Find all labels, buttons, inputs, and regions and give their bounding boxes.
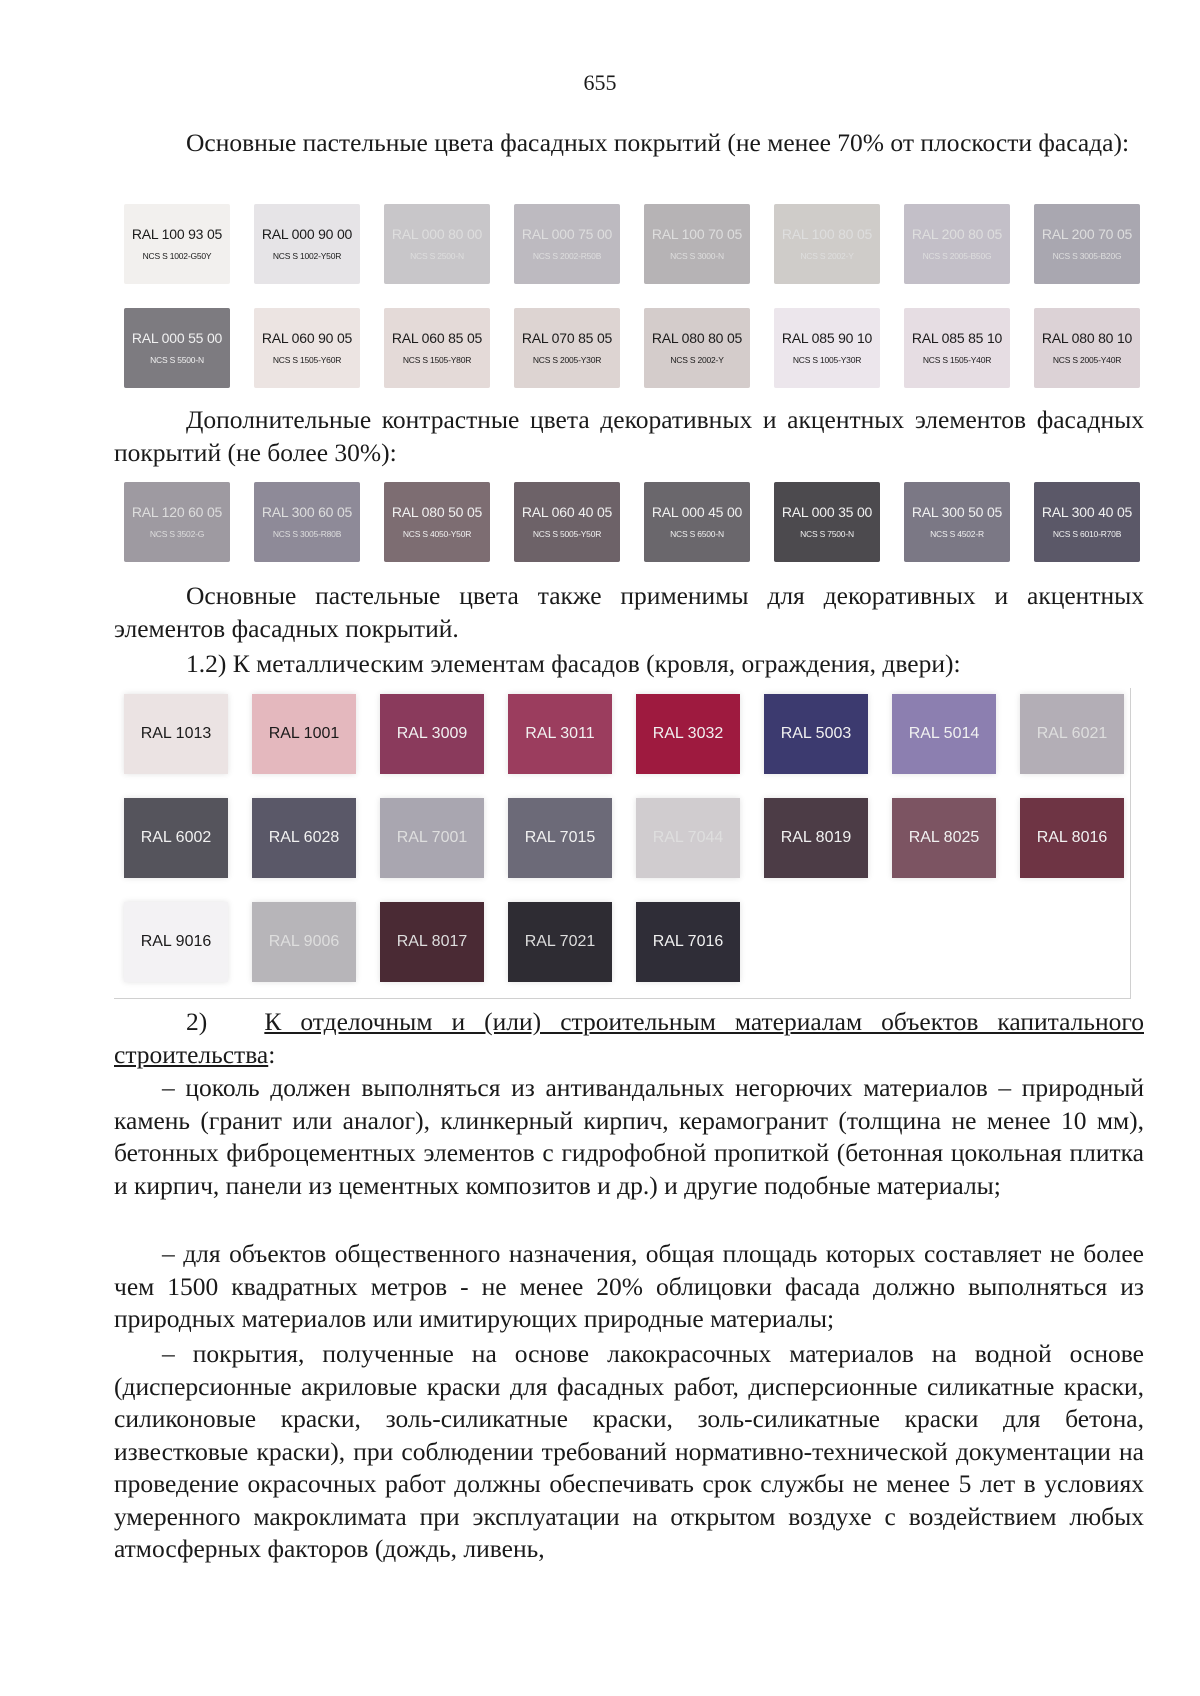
ral-code: RAL 300 40 05: [1041, 504, 1133, 520]
ral-code: RAL 120 60 05: [131, 504, 223, 520]
ral-code: RAL 300 60 05: [261, 504, 353, 520]
metal-color-swatch: RAL 6021: [1020, 694, 1124, 774]
ncs-code: NCS S 1505-Y40R: [922, 355, 992, 365]
color-swatch: [904, 482, 1010, 562]
color-swatch: [644, 482, 750, 562]
metal-color-swatch: RAL 1013: [124, 694, 228, 774]
metal-color-swatch: RAL 3032: [636, 694, 740, 774]
metal-color-swatch: RAL 9016: [124, 902, 228, 982]
ncs-code: NCS S 1002-Y50R: [272, 251, 342, 261]
metal-color-swatch: RAL 8017: [380, 902, 484, 982]
color-swatch: [514, 308, 620, 388]
ral-code: RAL 000 55 00: [131, 330, 223, 346]
ral-code: RAL 200 80 05: [911, 226, 1003, 242]
ral-code: RAL 060 85 05: [391, 330, 483, 346]
color-swatch: [384, 308, 490, 388]
ncs-code: NCS S 3502-G: [149, 529, 205, 539]
ncs-code: NCS S 6500-N: [670, 529, 724, 539]
ncs-code: NCS S 2500-N: [410, 251, 464, 261]
color-swatch: [514, 482, 620, 562]
ral-code: RAL 080 80 10: [1041, 330, 1133, 346]
pastel-note-paragraph: Основные пастельные цвета также применимы для декоративных и акцентных элементов фасадных покрытий.: [114, 581, 1144, 643]
metal-color-swatch: RAL 7044: [636, 798, 740, 878]
ral-code: RAL 080 50 05: [391, 504, 483, 520]
metal-color-swatch: RAL 3009: [380, 694, 484, 774]
color-swatch: [1034, 482, 1140, 562]
pastel-intro-paragraph: Основные пастельные цвета фасадных покрытий (не менее 70% от плоскости фасада):: [186, 128, 1130, 157]
section-2-heading: 2) К отделочным и (или) строительным материалам объектов капитального строительства:: [114, 1007, 1144, 1069]
metal-color-swatch: RAL 7021: [508, 902, 612, 982]
color-swatch: [1034, 204, 1140, 284]
ncs-code: NCS S 5500-N: [150, 355, 204, 365]
color-swatch: [774, 482, 880, 562]
color-swatch: [254, 482, 360, 562]
ncs-code: NCS S 3005-B20G: [1052, 251, 1122, 261]
metal-color-swatch: RAL 7001: [380, 798, 484, 878]
ral-code: RAL 100 70 05: [651, 226, 743, 242]
color-swatch: [774, 204, 880, 284]
ral-code: RAL 060 90 05: [261, 330, 353, 346]
metal-color-swatch: RAL 6028: [252, 798, 356, 878]
ral-code: RAL 000 75 00: [521, 226, 613, 242]
metal-color-swatch: RAL 3011: [508, 694, 612, 774]
contrast-intro-paragraph: Дополнительные контрастные цвета декоративных и акцентных элементов фасадных покрытий (не более 30%):: [114, 405, 1144, 467]
ncs-code: NCS S 4502-R: [930, 529, 984, 539]
metal-color-swatch: RAL 8019: [764, 798, 868, 878]
color-swatch: [254, 204, 360, 284]
metal-color-swatch: RAL 8016: [1020, 798, 1124, 878]
page-number: 655: [583, 70, 617, 95]
ncs-code: NCS S 1505-Y60R: [272, 355, 342, 365]
ncs-code: NCS S 3005-R80B: [272, 529, 342, 539]
color-swatch: [124, 482, 230, 562]
ncs-code: NCS S 4050-Y50R: [402, 529, 472, 539]
ral-code: RAL 000 80 00: [391, 226, 483, 242]
ral-code: RAL 300 50 05: [911, 504, 1003, 520]
ral-code: RAL 200 70 05: [1041, 226, 1133, 242]
ncs-code: NCS S 6010-R70B: [1052, 529, 1122, 539]
section-2-title: К отделочным и (или) строительным материалам объектов капитального строительства: [114, 1007, 1144, 1069]
color-swatch: [254, 308, 360, 388]
ral-code: RAL 070 85 05: [521, 330, 613, 346]
ncs-code: NCS S 2005-B50G: [922, 251, 992, 261]
ncs-code: NCS S 1002-G50Y: [142, 251, 212, 261]
metal-color-swatch: RAL 5003: [764, 694, 868, 774]
color-swatch: [904, 204, 1010, 284]
ncs-code: NCS S 1505-Y80R: [402, 355, 472, 365]
metal-color-swatch: RAL 7016: [636, 902, 740, 982]
metal-color-swatch: RAL 7015: [508, 798, 612, 878]
color-swatch: [904, 308, 1010, 388]
ncs-code: NCS S 2005-Y30R: [532, 355, 602, 365]
ncs-code: NCS S 2005-Y40R: [1052, 355, 1122, 365]
metal-heading: 1.2) К металлическим элементам фасадов (кровля, ограждения, двери):: [186, 649, 961, 678]
metal-color-swatch: RAL 6002: [124, 798, 228, 878]
ncs-code: NCS S 5005-Y50R: [532, 529, 602, 539]
bullet-item: – покрытия, полученные на основе лакокрасочных материалов на водной основе (дисперсионные акриловые краски для фасадных работ, дисперсионные силикатные краски, силиконовые краски, золь-силикатные краски, золь-силикатные краски для бетона, известковые краски), при соблюдении требований нормативно-технической документации на проведение окрасочных работ должны обеспечивать срок службы не менее 5 лет в условиях умеренного макроклимата при эксплуатации на открытом воздухе с воздействием любых атмосферных факторов (дождь, ливень,: [114, 1339, 1144, 1563]
ral-code: RAL 085 90 10: [781, 330, 873, 346]
ral-code: RAL 080 80 05: [651, 330, 743, 346]
ral-code: RAL 085 85 10: [911, 330, 1003, 346]
metal-color-swatch: RAL 5014: [892, 694, 996, 774]
color-swatch: [384, 482, 490, 562]
color-swatch: [644, 204, 750, 284]
ral-code: RAL 000 90 00: [261, 226, 353, 242]
color-swatch: [124, 308, 230, 388]
color-swatch: [124, 204, 230, 284]
ncs-code: NCS S 7500-N: [800, 529, 854, 539]
color-swatch: [644, 308, 750, 388]
ral-code: RAL 060 40 05: [521, 504, 613, 520]
ral-code: RAL 100 93 05: [131, 226, 223, 242]
ncs-code: NCS S 2002-R50B: [532, 251, 602, 261]
metal-color-swatch: RAL 8025: [892, 798, 996, 878]
metal-color-swatch: RAL 1001: [252, 694, 356, 774]
ncs-code: NCS S 3000-N: [670, 251, 724, 261]
color-swatch: [514, 204, 620, 284]
color-swatch: [384, 204, 490, 284]
color-swatch: [774, 308, 880, 388]
bullet-item: – для объектов общественного назначения, общая площадь которых составляет не более чем 1500 квадратных метров - не менее 20% облицовки фасада должно выполняться из природных материалов или имитирующих природные материалы;: [114, 1239, 1144, 1333]
ral-code: RAL 100 80 05: [781, 226, 873, 242]
ral-code: RAL 000 45 00: [651, 504, 743, 520]
color-swatch: [1034, 308, 1140, 388]
metal-swatch-panel: [114, 688, 1131, 999]
ncs-code: NCS S 2002-Y: [670, 355, 724, 365]
metal-color-swatch: RAL 9006: [252, 902, 356, 982]
ral-code: RAL 000 35 00: [781, 504, 873, 520]
bullet-item: – цоколь должен выполняться из антивандальных негорючих материалов – природный камень (гранит или аналог), клинкерный кирпич, керамогранит (толщина не менее 10 мм), бетонных фиброцементных элементов с гидрофобной пропиткой (бетонная цокольная плитка и кирпич, панели из цементных композитов и др.) и другие подобные материалы;: [114, 1073, 1144, 1200]
ncs-code: NCS S 2002-Y: [800, 251, 854, 261]
ncs-code: NCS S 1005-Y30R: [792, 355, 862, 365]
